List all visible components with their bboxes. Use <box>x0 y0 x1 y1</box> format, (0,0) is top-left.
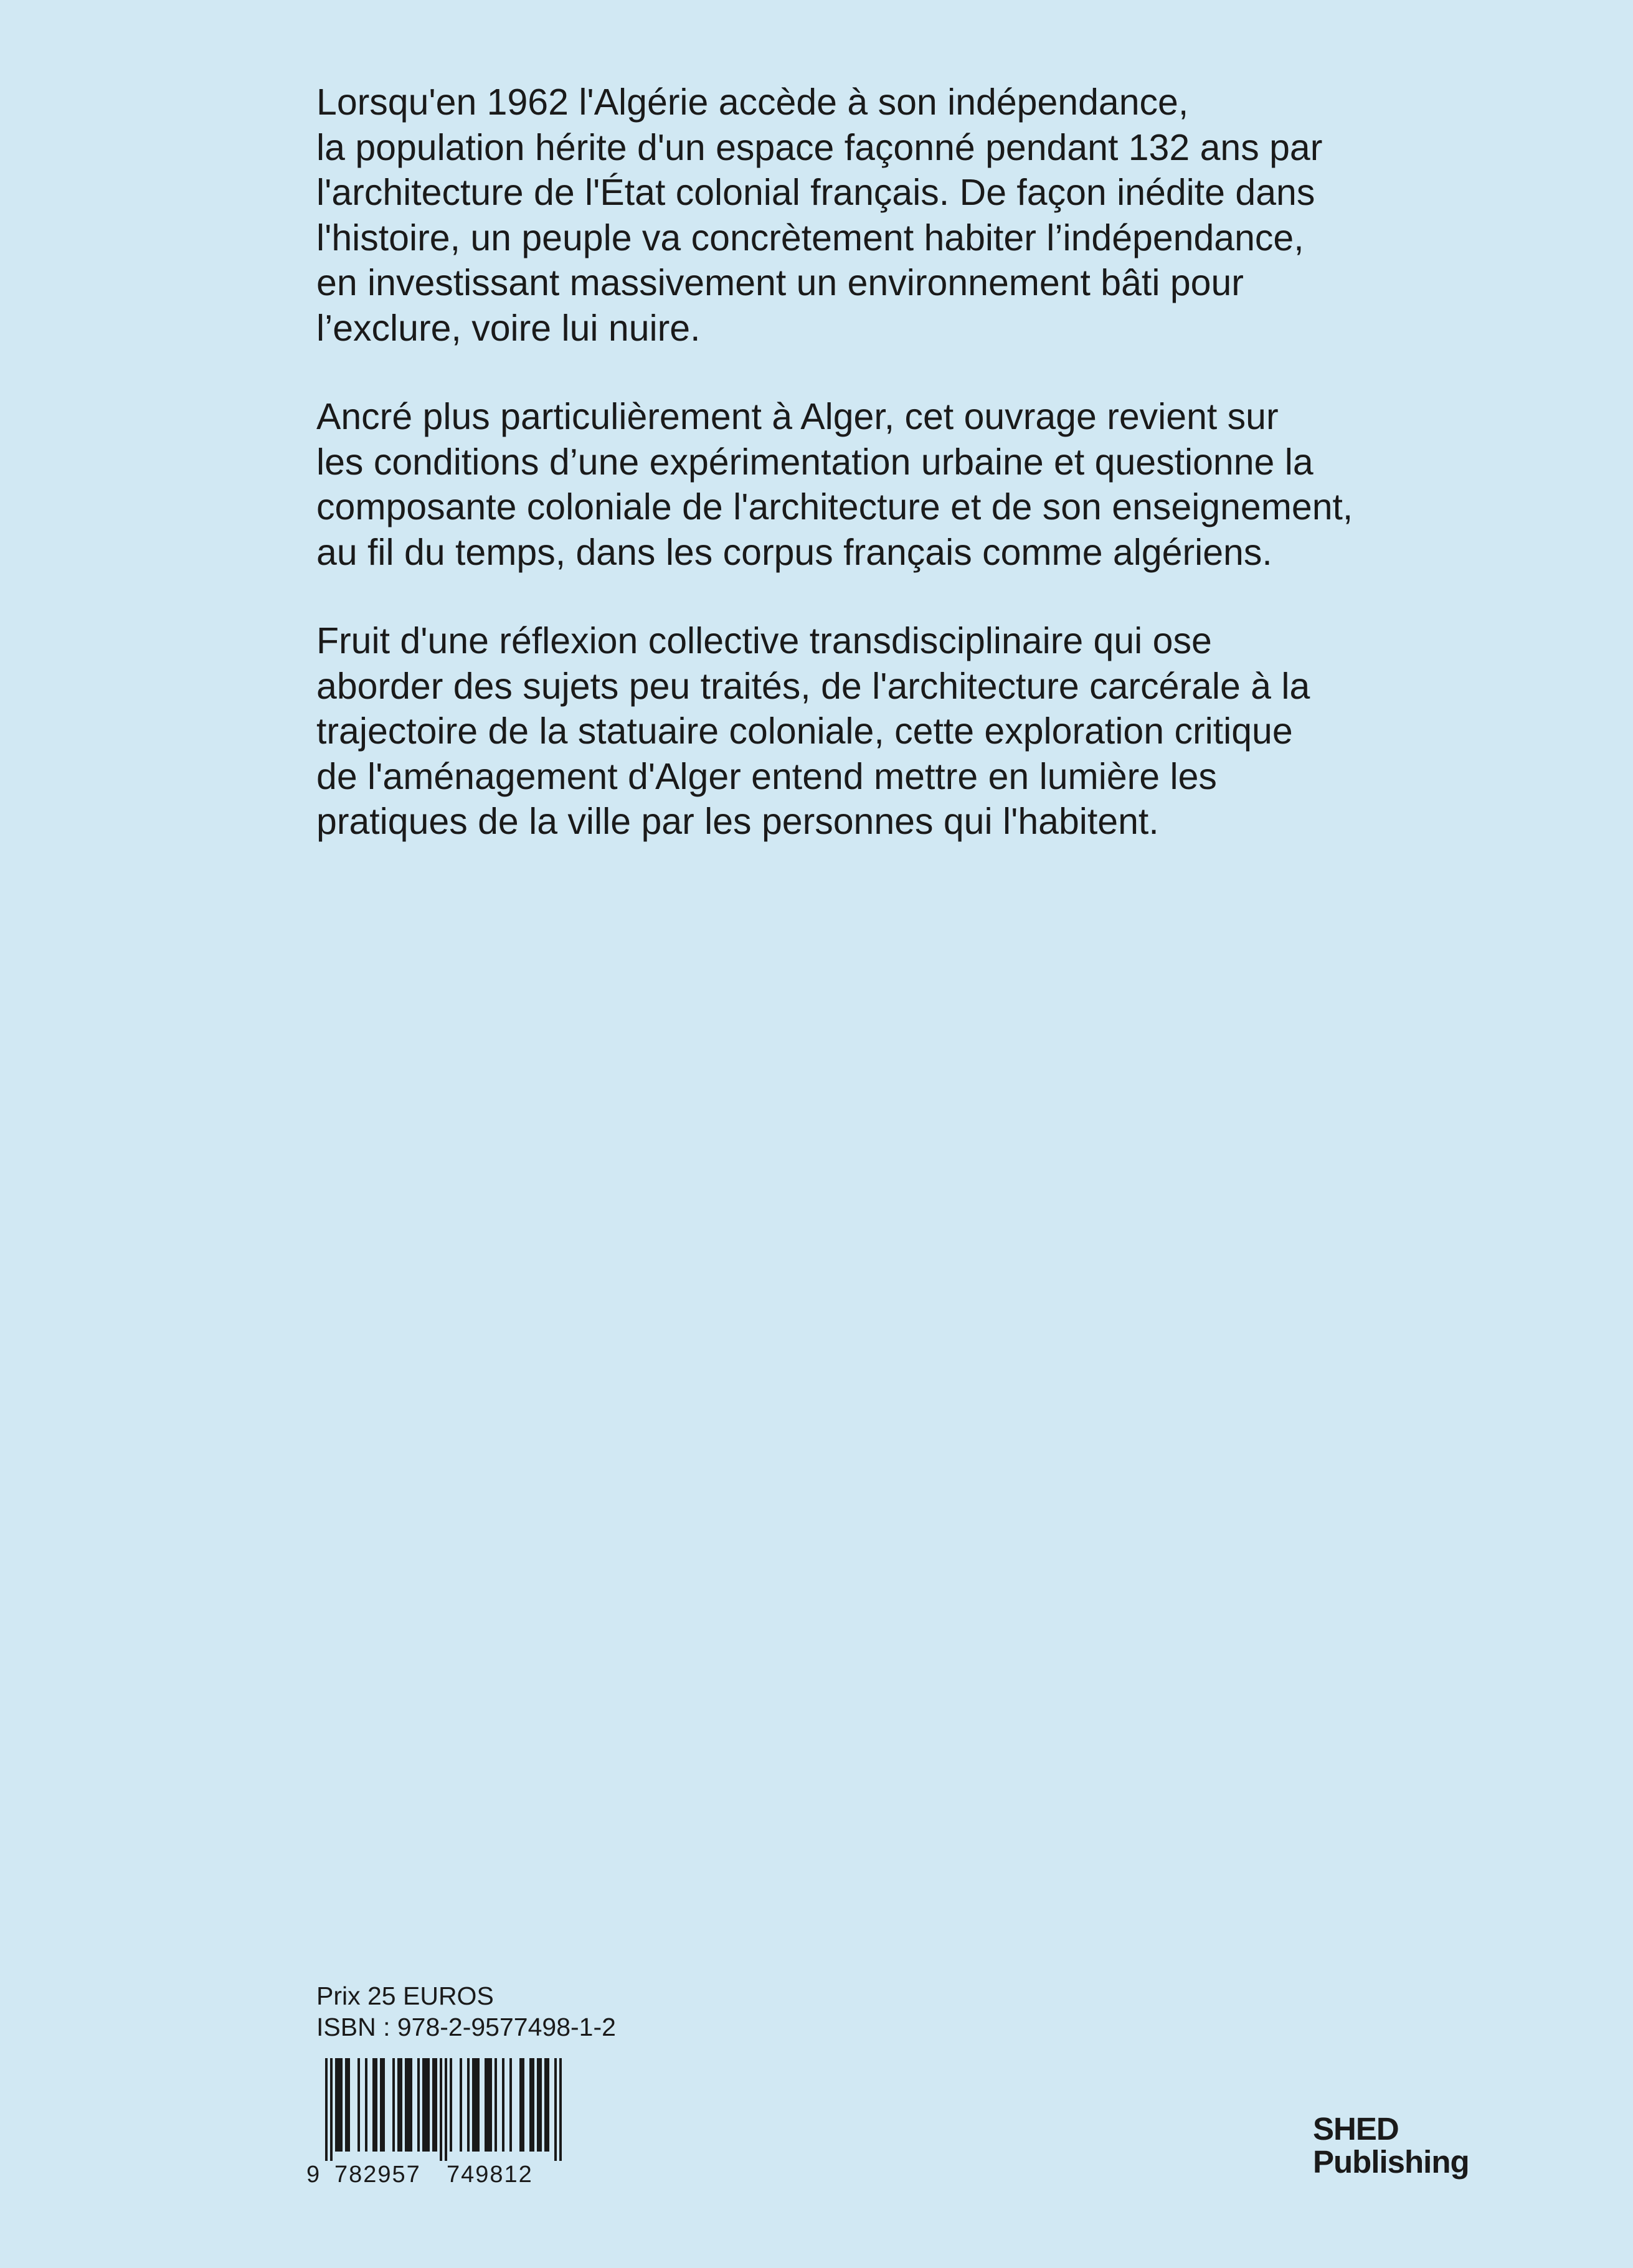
barcode-bar <box>345 2058 348 2152</box>
barcode-bar <box>348 2058 350 2152</box>
back-cover-blurb <box>316 80 1531 888</box>
barcode-bars <box>306 2058 568 2161</box>
publisher-logo <box>1313 2112 1562 2178</box>
barcode-bar <box>509 2058 512 2152</box>
blurb-line: Fruit d'une réflexion collective transdisciplinaire qui ose <box>316 620 1212 661</box>
barcode-bar <box>365 2058 367 2152</box>
blurb-line: les conditions d’une expérimentation urbaine et questionne la <box>316 441 1314 483</box>
blurb-paragraph-2 <box>316 394 1531 575</box>
barcode-bar <box>445 2058 447 2161</box>
price-isbn-block <box>316 1980 815 2043</box>
publisher-name-line-2: Publishing <box>1313 2144 1469 2180</box>
price-label: Prix 25 EUROS <box>316 1982 494 2010</box>
blurb-line: en investissant massivement un environnement bâti pour <box>316 262 1244 303</box>
blurb-line: la population hérite d'un espace façonné pendant 132 ans par <box>316 126 1323 168</box>
blurb-line: Ancré plus particulièrement à Alger, cet ouvrage revient sur <box>316 396 1279 437</box>
barcode-left-digits: 782957 <box>334 2162 421 2188</box>
blurb-line: l'histoire, un peuple va concrètement habiter l’indépendance, <box>316 217 1304 258</box>
barcode-bar <box>325 2058 328 2161</box>
blurb-line: Lorsqu'en 1962 l'Algérie accède à son indépendance, <box>316 82 1189 123</box>
blurb-line: pratiques de la ville par les personnes qui l'habitent. <box>316 801 1159 842</box>
barcode-bar <box>537 2058 539 2152</box>
barcode-bar <box>417 2058 420 2152</box>
barcode-bar <box>432 2058 435 2152</box>
blurb-line: l’exclure, voire lui nuire. <box>316 307 701 349</box>
isbn-label: ISBN : 978-2-9577498-1-2 <box>316 2013 616 2041</box>
barcode-right-digits: 749812 <box>447 2162 533 2188</box>
barcode-bar <box>410 2058 412 2152</box>
barcode-bar <box>440 2058 442 2161</box>
barcode-bar <box>422 2058 425 2152</box>
barcode-bar <box>397 2058 400 2152</box>
barcode-bar <box>382 2058 385 2152</box>
blurb-line: aborder des sujets peu traités, de l'architecture carcérale à la <box>316 665 1310 707</box>
barcode-bar <box>405 2058 407 2152</box>
barcode-digits <box>306 2158 568 2192</box>
blurb-line: de l'aménagement d'Alger entend mettre en lumière les <box>316 755 1217 797</box>
barcode-bar <box>485 2058 487 2152</box>
barcode-bar <box>435 2058 437 2152</box>
barcode-bar <box>357 2058 360 2152</box>
barcode-bar <box>554 2058 557 2161</box>
barcode-bar <box>490 2058 492 2152</box>
publisher-name-line-1: SHED <box>1313 2111 1399 2147</box>
barcode-bar <box>375 2058 377 2152</box>
blurb-line: composante coloniale de l'architecture et de son enseignement, <box>316 486 1353 527</box>
barcode-bar <box>472 2058 475 2152</box>
barcode-bar <box>477 2058 480 2152</box>
barcode-bar <box>502 2058 504 2152</box>
barcode-bar <box>450 2058 452 2152</box>
barcode-bar <box>407 2058 410 2152</box>
barcode-bar <box>330 2058 333 2161</box>
barcode-bar <box>519 2058 522 2152</box>
barcode-bar <box>529 2058 532 2152</box>
isbn-barcode <box>306 2058 568 2192</box>
barcode-bar <box>532 2058 534 2152</box>
barcode-bar <box>559 2058 562 2161</box>
barcode-bar <box>425 2058 427 2152</box>
barcode-bar <box>338 2058 340 2152</box>
blurb-line: l'architecture de l'État colonial français. De façon inédite dans <box>316 172 1315 213</box>
blurb-paragraph-3 <box>316 618 1531 844</box>
barcode-lead-digit: 9 <box>306 2162 320 2188</box>
barcode-bar <box>340 2058 343 2152</box>
barcode-bar <box>372 2058 375 2152</box>
barcode-bar <box>547 2058 549 2152</box>
barcode-bar <box>522 2058 524 2152</box>
barcode-bar <box>460 2058 462 2152</box>
barcode-bar <box>400 2058 402 2152</box>
barcode-bar <box>487 2058 490 2152</box>
barcode-bar <box>475 2058 477 2152</box>
barcode-bar <box>544 2058 547 2152</box>
barcode-bar <box>335 2058 338 2152</box>
barcode-bar <box>392 2058 395 2152</box>
barcode-bar <box>539 2058 542 2152</box>
blurb-line: trajectoire de la statuaire coloniale, cette exploration critique <box>316 711 1293 752</box>
barcode-bar <box>467 2058 470 2152</box>
blurb-line: au fil du temps, dans les corpus français comme algériens. <box>316 531 1272 573</box>
barcode-bar <box>380 2058 382 2152</box>
barcode-bar <box>427 2058 430 2152</box>
blurb-paragraph-1 <box>316 80 1531 351</box>
barcode-bar <box>495 2058 497 2152</box>
